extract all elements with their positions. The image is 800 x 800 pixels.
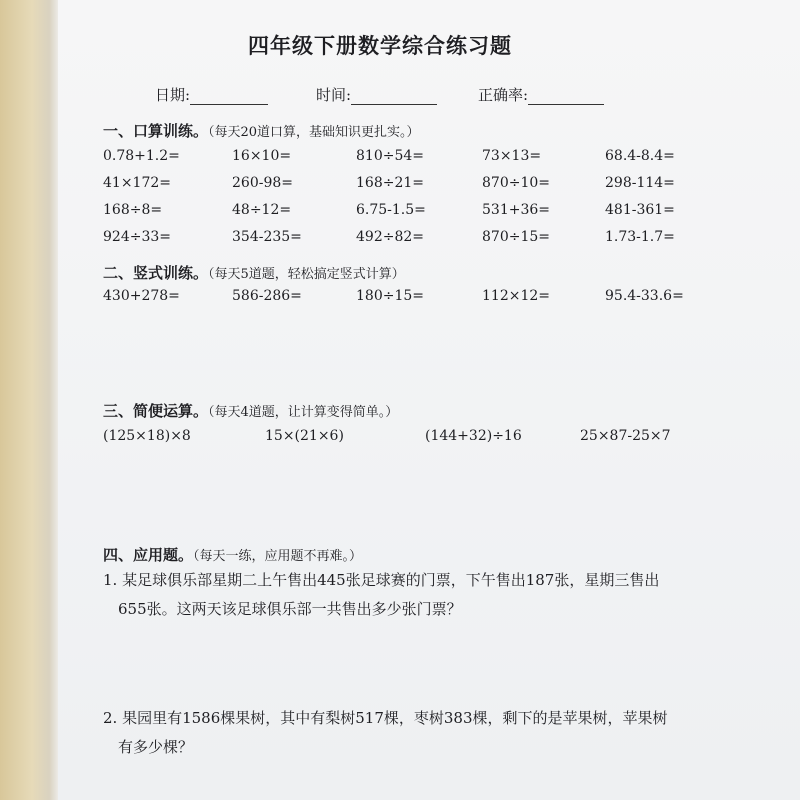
problem: 112×12= — [482, 288, 550, 304]
problem: 298-114= — [605, 175, 675, 191]
problem: 430+278= — [103, 288, 180, 304]
date-field[interactable] — [155, 84, 268, 105]
accuracy-label: 正确率: — [478, 86, 529, 104]
problem: 48÷12= — [232, 202, 292, 218]
accuracy-field[interactable] — [478, 84, 604, 105]
problem: 481-361= — [605, 202, 675, 218]
section4-heading: 四、应用题。（每天一练，应用题不再难。） — [103, 546, 363, 564]
problem: (144+32)÷16 — [425, 428, 522, 444]
page-title: 四年级下册数学综合练习题 — [248, 33, 512, 58]
problem: 0.78+1.2= — [103, 148, 180, 164]
problem: 73×13= — [482, 148, 542, 164]
date-label: 日期: — [155, 86, 191, 104]
section1-heading: 一、口算训练。（每天20道口算，基础知识更扎实。） — [103, 122, 420, 140]
section2-heading: 二、竖式训练。（每天5道题，轻松搞定竖式计算） — [103, 264, 405, 282]
word-problem-1: 1. 某足球俱乐部星期二上午售出445张足球赛的门票，下午售出187张，星期三售出 655张。这两天该足球俱乐部一共售出多少张门票？ — [103, 571, 660, 618]
problem: 68.4-8.4= — [605, 148, 675, 164]
time-label: 时间: — [316, 86, 352, 104]
problem: 870÷15= — [482, 229, 550, 245]
problem: 15×(21×6) — [265, 428, 344, 444]
problem: 586-286= — [232, 288, 302, 304]
time-field[interactable] — [316, 84, 437, 105]
problem: (125×18)×8 — [103, 428, 191, 444]
problem: 95.4-33.6= — [605, 288, 684, 304]
problem: 870÷10= — [482, 175, 550, 191]
problem: 1.73-1.7= — [605, 229, 675, 245]
problem: 41×172= — [103, 175, 171, 191]
word-problem-2: 2. 果园里有1586棵果树，其中有梨树517棵，枣树383棵，剩下的是苹果树，苹果树 有多少棵？ — [103, 709, 668, 756]
problem: 168÷21= — [356, 175, 424, 191]
problem: 354-235= — [232, 229, 302, 245]
book-binding — [0, 0, 58, 800]
problem: 25×87-25×7 — [580, 428, 671, 444]
problem: 492÷82= — [356, 229, 424, 245]
problem: 810÷54= — [356, 148, 424, 164]
problem: 168÷8= — [103, 202, 163, 218]
problem: 924÷33= — [103, 229, 171, 245]
problem: 180÷15= — [356, 288, 424, 304]
problem: 16×10= — [232, 148, 292, 164]
problem: 6.75-1.5= — [356, 202, 426, 218]
problem: 260-98= — [232, 175, 293, 191]
problem: 531+36= — [482, 202, 550, 218]
section3-heading: 三、简便运算。（每天4道题，让计算变得简单。） — [103, 402, 399, 420]
